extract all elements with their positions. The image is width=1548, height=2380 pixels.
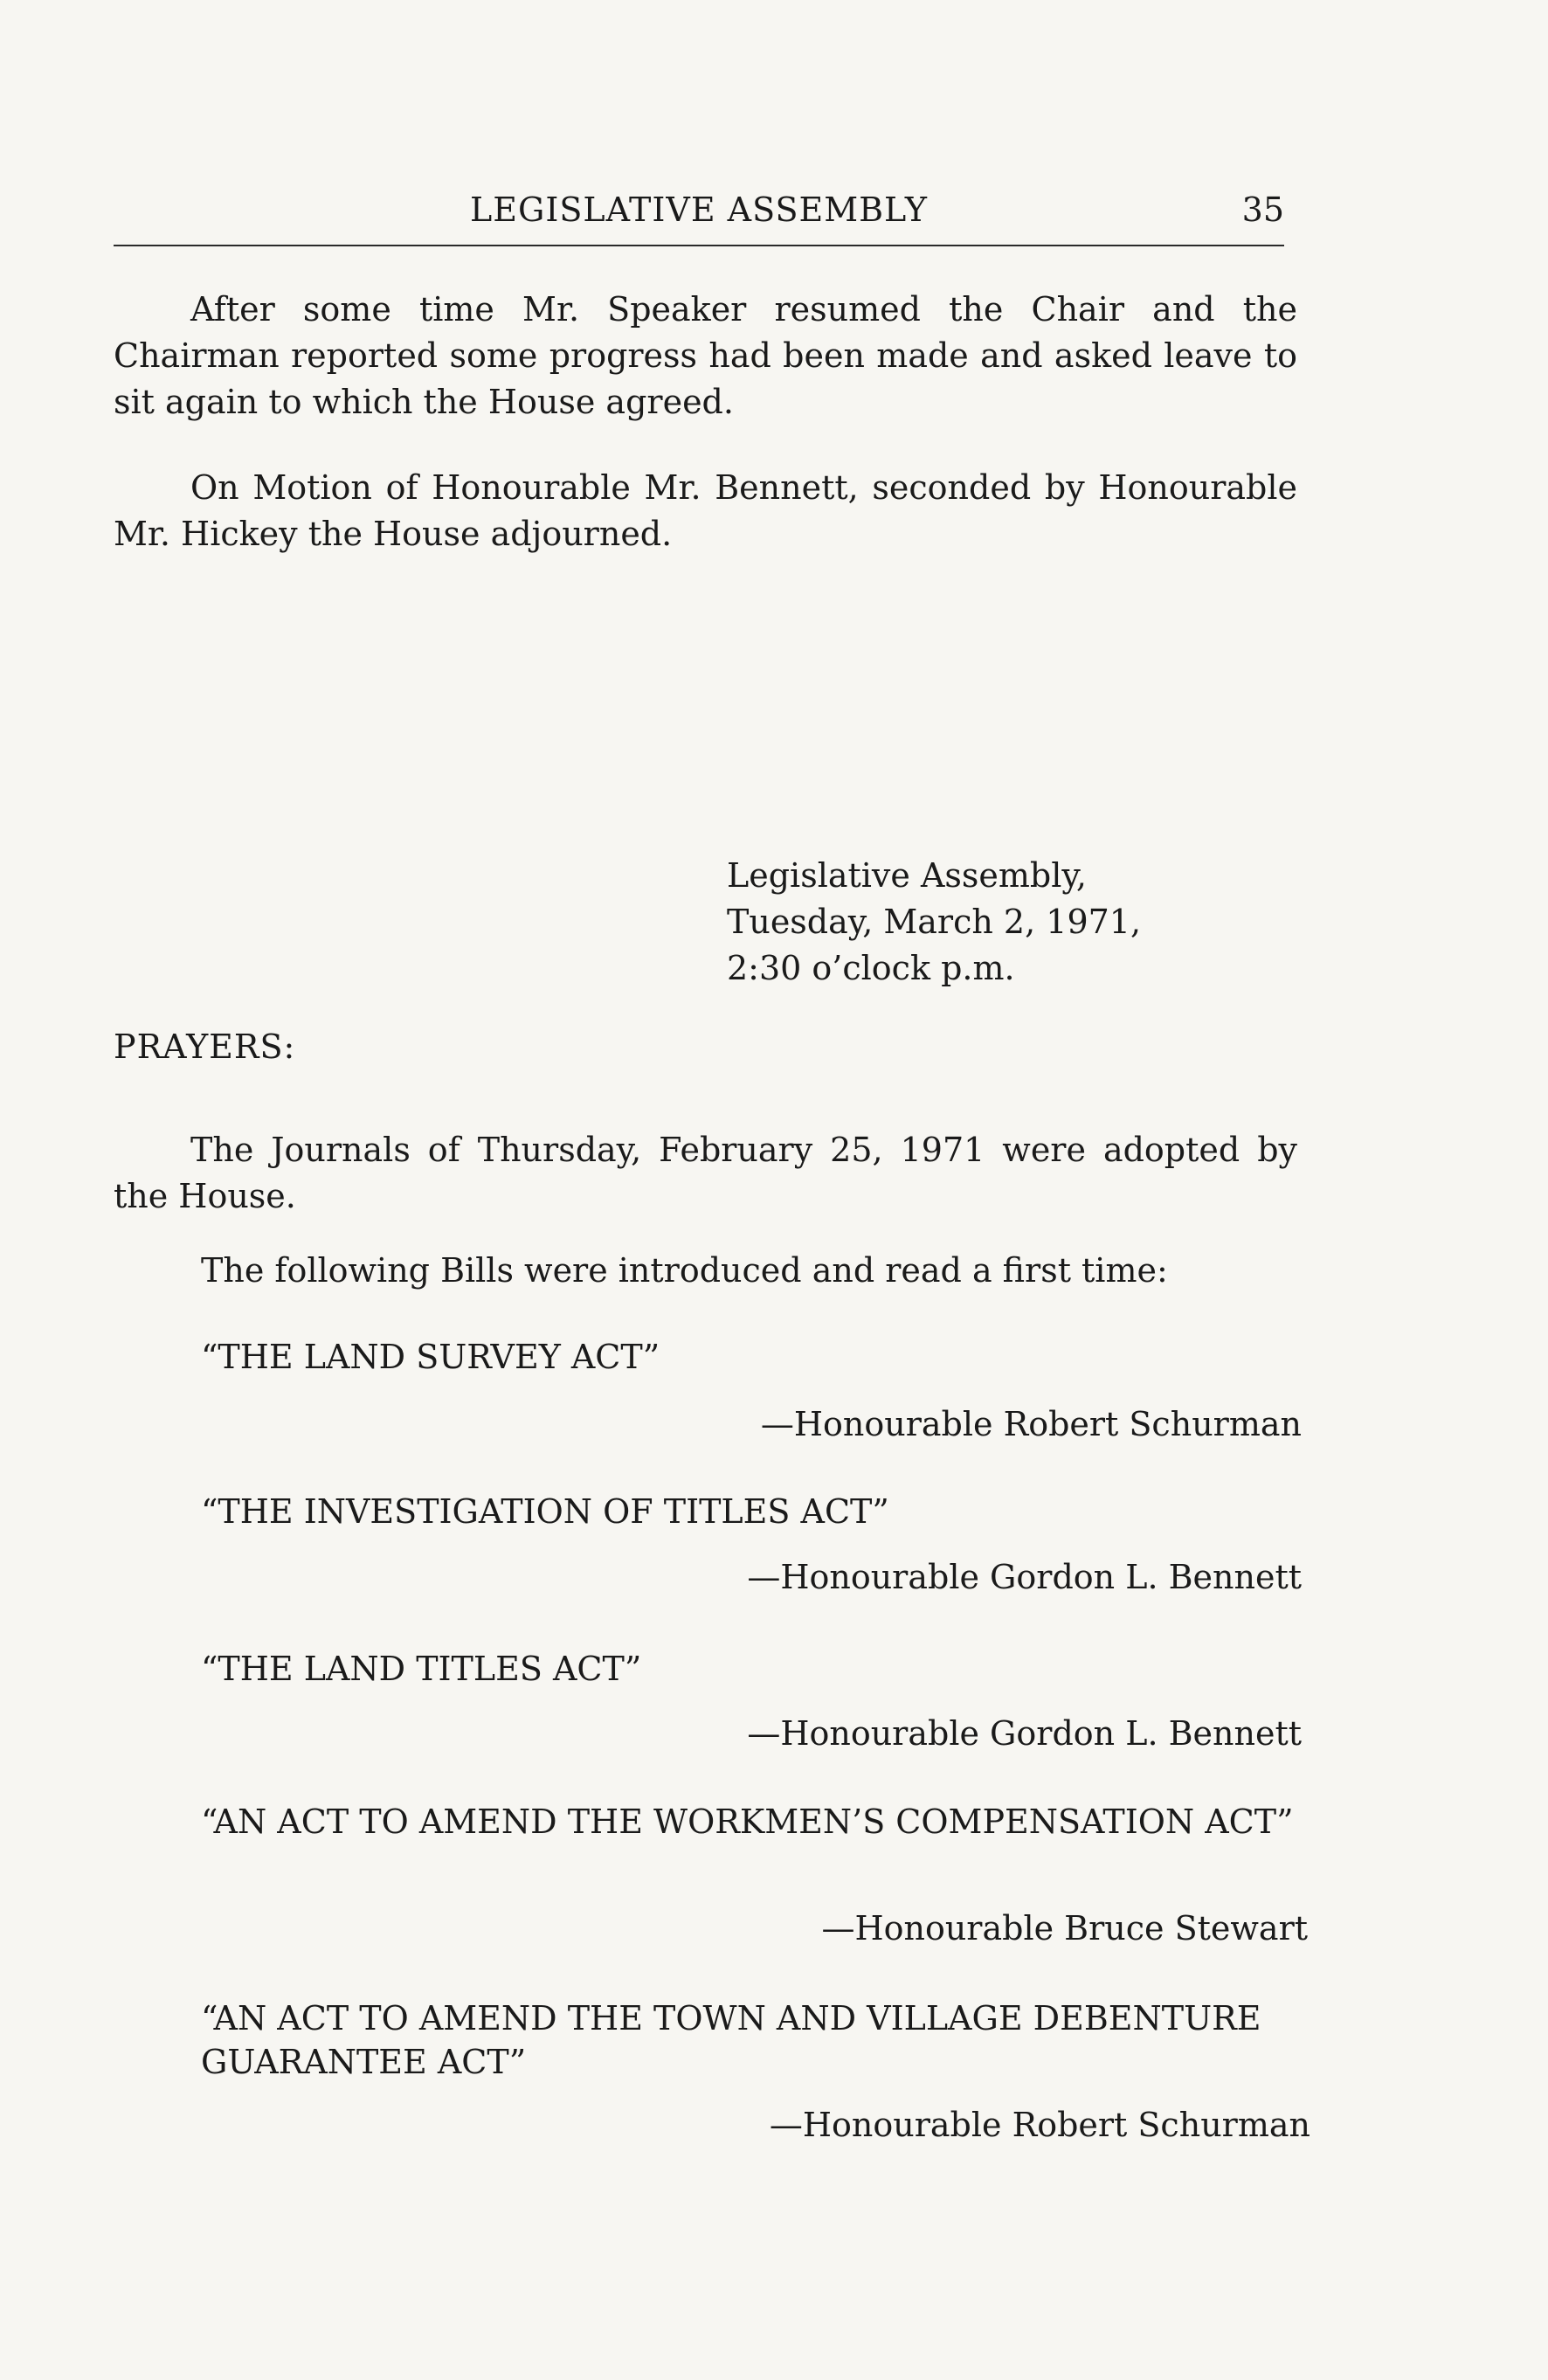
bill-title: “THE LAND TITLES ACT” (201, 1650, 642, 1688)
header-title: LEGISLATIVE ASSEMBLY (470, 190, 928, 229)
prayers-heading: PRAYERS: (114, 1027, 296, 1066)
paragraph-adjournment: On Motion of Honourable Mr. Bennett, seconded by Honourable Mr. Hickey the House adjourned. (114, 468, 1297, 553)
bill-title: “AN ACT TO AMEND THE TOWN AND VILLAGE DEBENTURE GUARANTEE ACT” (201, 1999, 1261, 2081)
paragraph-committee-report: After some time Mr. Speaker resumed the Chair and the Chairman reported some progress had been made and asked leave to sit again to which the House agreed. (114, 290, 1297, 421)
bill-sponsor: —Honourable Bruce Stewart (821, 1909, 1308, 1948)
dateline-time: 2:30 o’clock p.m. (727, 949, 1015, 987)
running-header (114, 190, 1284, 246)
bill-sponsor: —Honourable Gordon L. Bennett (747, 1558, 1302, 1596)
bill-title: “AN ACT TO AMEND THE WORKMEN’S COMPENSATION ACT” (201, 1802, 1294, 1841)
paragraph-bills-introduced: The following Bills were introduced and read a first time: (201, 1251, 1168, 1290)
bill-title: “THE INVESTIGATION OF TITLES ACT” (201, 1492, 889, 1531)
dateline-date: Tuesday, March 2, 1971, (727, 903, 1142, 941)
page-number: 35 (1241, 190, 1284, 229)
paragraph-journals-adopted: The Journals of Thursday, February 25, 1971 were adopted by the House. (114, 1131, 1297, 1215)
sitting-dateline (727, 853, 1141, 992)
bill-sponsor: —Honourable Gordon L. Bennett (747, 1714, 1302, 1753)
dateline-assembly: Legislative Assembly, (727, 856, 1087, 895)
bill-title: “THE LAND SURVEY ACT” (201, 1338, 660, 1376)
bill-sponsor: —Honourable Robert Schurman (769, 2106, 1310, 2144)
bill-sponsor: —Honourable Robert Schurman (760, 1405, 1302, 1443)
